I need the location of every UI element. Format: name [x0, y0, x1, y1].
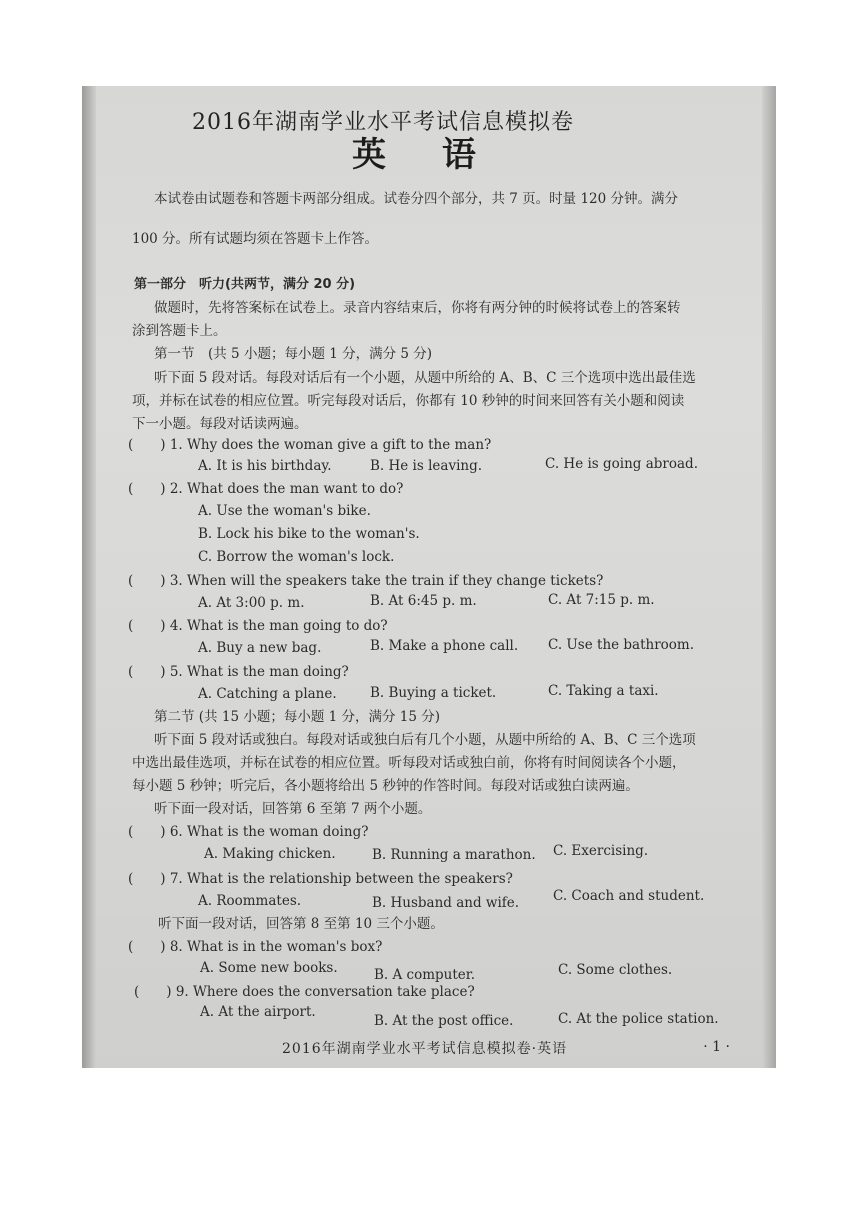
question-stem: ( ) 1. Why does the woman give a gift to the man? [128, 437, 492, 453]
exam-title: 2016年湖南学业水平考试信息模拟卷 [192, 110, 574, 135]
option-c: C. Taking a taxi. [548, 683, 659, 699]
question-stem: ( ) 7. What is the relationship between the speakers? [128, 871, 513, 887]
section1-instruction-3: 下一小题。每段对话读两遍。 [132, 416, 308, 432]
part1-heading: 第一部分 听力(共两节，满分 20 分) [134, 277, 356, 292]
page-shadow-left [82, 86, 96, 1068]
option-c: C. Borrow the woman's lock. [198, 549, 395, 565]
question-stem: ( ) 9. Where does the conversation take place? [134, 984, 475, 1000]
option-c: C. At the police station. [558, 1011, 719, 1027]
section2-instruction-3: 每小题 5 秒钟；听完后，各小题将给出 5 秒钟的作答时间。每段对话或独白读两遍。 [132, 778, 639, 794]
option-a: A. At 3:00 p. m. [198, 595, 305, 611]
option-b: B. Husband and wife. [372, 895, 520, 911]
option-a: A. Use the woman's bike. [198, 503, 371, 519]
section1-instruction-1: 听下面 5 段对话。每段对话后有一个小题，从题中所给的 A、B、C 三个选项中选出最佳选 [154, 370, 696, 386]
option-c: C. Exercising. [553, 843, 649, 859]
page-shadow-right [762, 86, 776, 1068]
question-stem: ( ) 3. When will the speakers take the train if they change tickets? [128, 573, 604, 589]
section1-heading: 第一节 (共 5 小题；每小题 1 分，满分 5 分) [154, 346, 433, 362]
section2-instruction-1: 听下面 5 段对话或独白。每段对话或独白后有几个小题，从题中所给的 A、B、C 三个选项 [154, 732, 696, 748]
group-instruction: 听下面一段对话，回答第 8 至第 10 三个小题。 [158, 916, 444, 932]
question-stem: ( ) 8. What is in the woman's box? [128, 939, 383, 955]
option-b: B. Make a phone call. [370, 638, 519, 654]
option-c: C. At 7:15 p. m. [548, 592, 655, 608]
option-b: B. He is leaving. [370, 458, 483, 474]
intro-line-2: 100 分。所有试题均须在答题卡上作答。 [132, 231, 379, 247]
option-a: A. It is his birthday. [198, 458, 332, 474]
intro-line-1: 本试卷由试题卷和答题卡两部分组成。试卷分四个部分，共 7 页。时量 120 分钟。满分 [154, 191, 679, 207]
option-a: A. Making chicken. [204, 846, 336, 862]
question-stem: ( ) 2. What does the man want to do? [128, 481, 404, 497]
option-b: B. Buying a ticket. [370, 685, 497, 701]
option-c: C. Coach and student. [553, 888, 705, 904]
section2-instruction-2: 中选出最佳选项，并标在试卷的相应位置。听每段对话或独白前，你将有时间阅读各个小题， [132, 755, 686, 771]
option-b: B. Running a marathon. [372, 847, 536, 863]
page-number: · 1 · [703, 1039, 730, 1055]
option-a: A. Buy a new bag. [198, 640, 322, 656]
option-a: A. At the airport. [200, 1004, 316, 1020]
option-a: A. Some new books. [200, 960, 338, 976]
question-stem: ( ) 5. What is the man doing? [128, 664, 349, 680]
group-instruction: 听下面一段对话，回答第 6 至第 7 两个小题。 [154, 801, 432, 817]
option-c: C. He is going abroad. [545, 456, 698, 472]
part1-instruction-1: 做题时，先将答案标在试卷上。录音内容结束后，你将有两分钟的时候将试卷上的答案转 [154, 300, 681, 316]
page-footer: 2016年湖南学业水平考试信息模拟卷·英语 [282, 1041, 568, 1057]
option-b: B. At 6:45 p. m. [370, 593, 477, 609]
option-b: B. A computer. [374, 967, 476, 983]
option-b: B. Lock his bike to the woman's. [198, 526, 420, 542]
question-stem: ( ) 4. What is the man going to do? [128, 618, 388, 634]
option-c: C. Some clothes. [558, 962, 673, 978]
option-a: A. Catching a plane. [198, 686, 337, 702]
subject-title: 英 语 [352, 135, 498, 175]
option-a: A. Roommates. [198, 893, 302, 909]
option-c: C. Use the bathroom. [548, 637, 695, 653]
section1-instruction-2: 项，并标在试卷的相应位置。听完每段对话后，你都有 10 秒钟的时间来回答有关小题和阅读 [132, 393, 685, 409]
exam-page-photo [82, 86, 776, 1068]
part1-instruction-2: 涂到答题卡上。 [132, 323, 227, 339]
section2-heading: 第二节 (共 15 小题；每小题 1 分，满分 15 分) [154, 709, 441, 725]
question-stem: ( ) 6. What is the woman doing? [128, 824, 369, 840]
option-b: B. At the post office. [374, 1013, 514, 1029]
